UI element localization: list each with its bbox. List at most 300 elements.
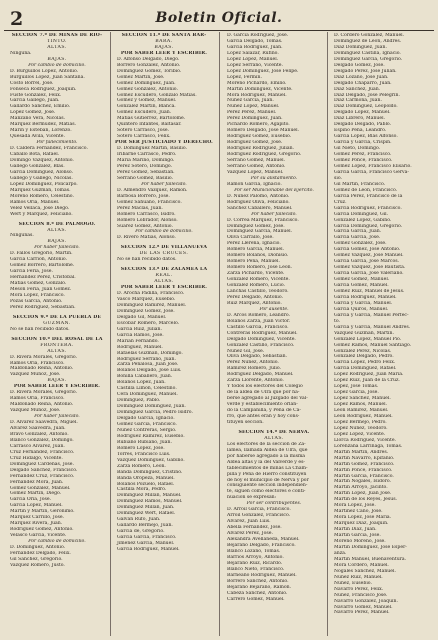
elector-entry: Gonzalez Lopez, Manuel Pío. [334, 336, 402, 342]
elector-entry: Domingo Vazquez, Antonio. [10, 158, 74, 164]
elector-entry: Garcia Quiros, Manuel. [334, 306, 389, 312]
elector-entry: Moreno Pichardo, Emilio. [227, 80, 287, 86]
elector-entry: Delgado Sanchez, Francisco. [10, 467, 78, 473]
text-column-1 [6, 33, 108, 633]
elector-entry: Ramos Oria, Francisco. [10, 360, 65, 366]
elector-entry: Aldea altas y la del Valverde y es- [227, 459, 305, 465]
elector-entry: Delgado Gil, Manuel. [117, 314, 167, 320]
elector-entry: Lopez Sanchez, Manuel. [334, 396, 391, 402]
elector-entry: D. Almendro Vazquez, Ramon. [117, 187, 188, 193]
section-heading: SECCION 10.ª DEL ROSAL DE LA [11, 336, 103, 342]
elector-entry: Dominguez Castilla, Ignacio. [334, 50, 401, 56]
elector-entry: lamea, llamada Aldea de Ulra, que [227, 447, 308, 453]
elector-entry: Sanchez Caballero, Manuel. [227, 205, 293, 211]
elector-entry: Lopez Ramos, Manuel. [334, 402, 388, 408]
elector-entry: Zarza Llorente, Antonio. [227, 378, 284, 384]
elector-entry: Bolaños Lopez, Juan. [117, 380, 166, 386]
elector-entry: Garcia Dominguez, Rafael. [334, 366, 397, 372]
subheading: BAJAS. [47, 239, 67, 245]
category-note: Por haber fallecido. [251, 211, 297, 217]
elector-entry: Garcia Lopez, Blas Alfonso. [334, 134, 398, 140]
elector-entry: Perez Nuñez, Antonio. [227, 360, 279, 366]
subheading: ALTAS. [154, 279, 174, 285]
subheading: BAJAS. [154, 44, 174, 50]
page-title: Boletin Oficial. [155, 10, 283, 26]
elector-entry: Marquez Diaz, Joaquin. [334, 521, 389, 527]
elector-entry: anza. [334, 550, 347, 556]
elector-entry: D. Arcos Romero, Leandro. [227, 312, 291, 318]
elector-entry: Ningunas. [10, 233, 34, 239]
elector-entry: Mesón Feria, Juan Gomez. [10, 287, 72, 293]
elector-entry: D. Alvarez Saavedra, Miguel. [10, 420, 78, 426]
elector-entry: Vazquez Romero, Justo. [10, 562, 65, 568]
elector-entry: Zarza Peñalosa, Juan José. [117, 362, 179, 368]
elector-entry: Banda Dominguez, Cristino. [117, 469, 183, 475]
subheading: TINTO. [47, 38, 67, 44]
elector-entry: Garcia de, Gregorio. [117, 529, 165, 535]
elector-entry: Mora Cordero, Manuel. [334, 562, 389, 568]
elector-entry: Serrano Gomez, Antonio. [227, 163, 286, 169]
elector-entry: Burguillos Lopez, Juan Santana. [10, 74, 85, 80]
elector-entry: Nuñez Lopez, Manuel. [227, 104, 280, 110]
elector-entry: Perez Maclas, Juan. [117, 205, 163, 211]
elector-entry: Perez Sotero, Domingo. [117, 163, 173, 169]
elector-entry: D. Rivero Matias, Alonso. [117, 235, 176, 241]
elector-entry: Diaz Dominguez, Juan. [334, 44, 387, 50]
elector-entry: Dominguez Garcia, Gregorio. [334, 56, 403, 62]
elector-entry: Garcia Lopez, Pedro Félix. [334, 360, 396, 366]
elector-entry: Castilla Mora, Pedro. [117, 487, 167, 493]
elector-entry: Rodriguez Gomez, Eusebio. [227, 134, 292, 140]
subheading: DE LAS CRUCES. [139, 251, 189, 257]
elector-entry: Gomez Martin, José. [117, 74, 165, 80]
elector-entry: Dominguez Ramirez, Manuel. [117, 302, 187, 308]
elector-entry: Borrero Gonzalez, Antonio. [117, 62, 181, 68]
elector-entry: Barrios Arroyo, Antonio. [227, 554, 284, 560]
elector-entry: Rodriguez Gomez, José. [227, 140, 283, 146]
elector-entry: Garcia y Garcia, Manuel. [334, 300, 393, 306]
elector-entry: Nuñez Gil, José. [227, 348, 265, 354]
elector-entry: Gomez Gonzalez, Manuel. [10, 485, 71, 491]
elector-entry: Bravo Gonzalez, Antonio. [10, 431, 69, 437]
elector-entry: Sotero Carrasco, Félix. [117, 134, 171, 140]
elector-entry: Dominguez Wert, Rafael. [117, 511, 176, 517]
elector-entry: Gonzalez Romero, Lucio. [227, 283, 285, 289]
elector-entry: Llorca Rodriguez, Vicente. [334, 437, 397, 443]
elector-entry: Garcia Delgado, Tomás. [227, 38, 283, 44]
section-heading: SECCION 14.ª DE NERVA. [238, 429, 310, 435]
elector-entry: Bolaños Zarza, Juan Victor. [227, 318, 291, 324]
elector-entry: Romero Garcia, Manuel. [227, 247, 285, 253]
elector-entry: verde y establecimiento orlan- [227, 402, 298, 408]
section-heading: SECCION 7.ª DE MINAS DE RIO- [11, 33, 103, 38]
elector-entry: Gomez Garcia, Francisco. [117, 422, 177, 427]
elector-entry: sio. [334, 175, 342, 181]
elector-entry: Gomez Ponce, Francisco. [334, 158, 393, 164]
elector-entry: Bejarano Delgado, Francisco. [227, 543, 296, 549]
elector-entry: Garcia Rodriguez, Manuel. [117, 547, 180, 553]
elector-entry: Rodriguez Serrano, Juan. [117, 356, 176, 362]
section-heading: POR SER JUSTICIADO Y DERECHO. [115, 140, 213, 146]
elector-entry: Romero Delgado, José Manuel. [227, 128, 300, 134]
elector-entry: Romero Carrasco, Isidro. [117, 211, 176, 217]
elector-entry: Garcia Gomez, Manuel. [334, 283, 389, 289]
elector-entry: Dominguez Gomez, José. [227, 223, 285, 229]
elector-entry: D. Garcia Rodriguez, José. [227, 33, 289, 38]
elector-entry: Carrasco Alvarez, Juan. [10, 443, 65, 449]
elector-entry: Blanco Lozano, Tomás. [227, 548, 281, 554]
elector-entry: Rafaelas Guzman, Domingo. [117, 350, 183, 356]
section-heading: SECCION 12.ª DE VILLANUEVA [120, 245, 208, 251]
elector-entry: Banda Oropeza, Manuel. [117, 475, 175, 481]
elector-entry: Alvarez, Juan Luis. [227, 519, 271, 525]
elector-entry: Navarro Perez, Manuel. [334, 610, 390, 616]
elector-entry: D. Arocha Padilla, Francisco. [117, 291, 185, 297]
section-heading: SECCION 11.ª DE SANTA BAR- [121, 33, 207, 38]
elector-entry: Martin Arroyo, Jacinto. [334, 485, 388, 491]
elector-entry: Navarro Gomez, Manuel. [334, 604, 393, 610]
elector-entry: Dominguez Ramos, Manuel. [117, 499, 183, 505]
elector-entry: Lopez Rodriguez, Juan Maria. [334, 372, 404, 378]
elector-entry: Perez Delgado, Antonio. [227, 294, 284, 300]
elector-entry: Gomez Gonzalez, Antonio. [117, 86, 178, 92]
elector-entry: Garcia Ramos, José. [117, 332, 164, 338]
elector-entry: Contreras Rodriguez, Manuel. [227, 330, 298, 336]
elector-entry: tituyen seccion. [227, 419, 264, 425]
elector-entry: Rubiano Rubiano, Juan. [117, 439, 172, 445]
elector-entry: Garcia Rodriguez, Francisco. [334, 205, 402, 211]
elector-entry: Romero Romero, José Leon. [227, 265, 292, 271]
elector-entry: Nuñez, Francisco José. [334, 592, 388, 598]
elector-entry: Gomez Borrero, Bartolomé. [10, 263, 75, 269]
elector-entry: Dominguez Gomez, José. [117, 308, 175, 314]
category-note: Por ausente. [259, 306, 289, 312]
elector-entry: Ramon Garcia, Ignacio. [227, 181, 282, 187]
elector-entry: García Carrion, Antonio. [10, 257, 68, 263]
category-note: Por ser contribuyentes. [246, 501, 302, 507]
section-heading: POR SABER LEER Y ESCRIBIR. [120, 285, 208, 291]
elector-entry: Nuñez, Eusebio. [334, 580, 372, 586]
elector-entry: Gomez Ramos, Manuel Santiago. [334, 342, 412, 348]
elector-entry: Vazquez Muñoz, José. [10, 408, 61, 414]
subheading: BAJAS. [47, 378, 67, 384]
elector-entry: Castillo Garcia, Francisco. [227, 324, 289, 330]
elector-entry: Caballo Bota, Rafael. [10, 152, 60, 158]
elector-entry: D. Dominguez Martín, Basilio. [117, 146, 188, 152]
elector-entry: Gomez Sahuano, Francisco. [117, 199, 182, 205]
elector-entry: Rodriguez Gomez, Antonio. [10, 527, 74, 533]
elector-entry: Lopez, Fermin. [227, 74, 262, 80]
category-note: Por cambio de domicilio. [28, 62, 86, 68]
elector-entry: Delgado Lopez, Manuel. [334, 110, 391, 116]
elector-entry: de la aldea de Ulra que por ha- [227, 390, 300, 396]
elector-entry: nuacion se expresan: [227, 495, 277, 501]
category-note: Por haber fallecido. [34, 245, 80, 251]
elector-entry: Diaz Lozano, José Juan. [334, 74, 389, 80]
elector-entry: García Feria, José. [10, 269, 53, 275]
elector-entry: Velez Vellaca, José Diego. [10, 205, 70, 211]
elector-entry: Escobar Romero, Marcelo. [117, 320, 180, 326]
column-divider [327, 32, 328, 636]
elector-entry: Costo Borrel, José. [10, 80, 54, 86]
elector-entry: Matias Gomez, Gonzalo. [10, 281, 67, 287]
elector-entry: Alvarez Perez, José. [227, 531, 273, 537]
elector-entry: D. Nuñez Palomo, Antonio. [227, 193, 290, 199]
elector-entry: Gomez Ruiz, Manuel de Jesus. [334, 288, 405, 294]
elector-entry: Quesada Avila, Vicente. [10, 134, 65, 140]
elector-entry: Suarez Gomez, Antonio. [117, 223, 173, 229]
elector-entry: Delgado Garcia, Ignacio. [117, 416, 175, 422]
elector-entry: Pozas Garcia, Antonio. [10, 298, 63, 304]
elector-entry: Gonzalez Romero, Vicente. [227, 277, 290, 283]
elector-entry: Rodriguez, Manuel. [117, 344, 163, 350]
elector-entry: Lopez Lopez, Vicente. [334, 431, 386, 437]
elector-entry: Abella Fernandez, José. [227, 525, 282, 531]
elector-entry: Garcia Rodriguez, Manuel. [334, 294, 397, 300]
elector-entry: Lopez Dominguez, José Felipe. [227, 68, 299, 74]
elector-entry: Gomez y Gomez, Manuel. [117, 98, 177, 104]
elector-entry: Torres, Francisco Luis. [117, 451, 171, 457]
category-note: Por fallecimiento. [36, 140, 78, 146]
elector-entry: Los electores de la seccion de Za- [227, 441, 306, 447]
elector-entry: Fernandez Delgado, Felix. [10, 551, 71, 557]
elector-entry: Rodriguez Oliva, Feliciano. [227, 199, 290, 205]
elector-entry: Martin Garcia, Francisco. [334, 473, 394, 479]
category-note: Por cambio de domicilio. [135, 229, 193, 235]
elector-entry: Gomez Lopez, Francisco Elisario. [334, 163, 412, 169]
elector-entry: Garcia Dominguez, Gregorio. [334, 223, 403, 229]
elector-entry: Fuste Gonzalez, Felix. [10, 92, 62, 98]
elector-entry: Garcia Oria, José. [10, 497, 52, 503]
elector-entry: Martin Martin, Andrés. [334, 449, 389, 455]
elector-entry: Martin de los Reyes, Jesús. [334, 497, 398, 503]
elector-entry: Gil Martin, Francisco. [334, 181, 386, 187]
elector-entry: Castilla Limon, Celestino. [117, 386, 177, 392]
subheading: FRONTERA. [40, 342, 74, 348]
elector-entry: Gomez Vazquez, José Bautista. [334, 265, 406, 271]
elector-entry: Garcia Dominguez, Gil. [334, 211, 389, 217]
elector-entry: Iribarne Carrasco, Pedro. [117, 152, 177, 158]
elector-entry: Jimenez Garcia, Manuel. [117, 541, 175, 547]
elector-entry: Maldonado Reina, Antonio. [10, 366, 74, 372]
elector-entry: D. Correa Marquez, Francisco. [227, 217, 299, 223]
elector-entry: Rodriguez Ramirez, Eusebio. [117, 433, 185, 439]
elector-entry: D. Caldera Fernandez, Francisco. [10, 146, 88, 152]
elector-entry: Delgado Chaparro, Juan. [334, 80, 392, 86]
elector-entry: Dominguez Millan, Juan. [117, 505, 175, 511]
section-heading: SECCION 9.ª DE LA PUEBLA DE [12, 314, 102, 320]
elector-entry: Ninguna. [10, 50, 32, 56]
subheading: ALTAS. [47, 227, 67, 233]
elector-entry: Garcia Garcia, Juan. [334, 229, 382, 235]
elector-entry: Ramos Oria, Manuel. [10, 199, 60, 205]
elector-entry: Garcia Garcia, José. [334, 235, 381, 241]
elector-entry: Lopez Salazar, Rufino. [227, 50, 279, 56]
elector-entry: D. Burguillos Lopez, Antonio. [10, 68, 79, 74]
section-heading: SECCION 8.ª DE PALMOGO. [18, 221, 96, 227]
subheading: GUZMAN. [43, 320, 71, 326]
elector-entry: Garcia Gomez, José Antonio. [334, 247, 401, 253]
elector-entry: Martin Lopez, Juan José. [334, 491, 392, 497]
category-note: Por haber fallecido. [34, 414, 80, 420]
elector-entry: Dominguez Garcia, Pedro Isidro. [117, 410, 193, 416]
elector-entry: Hernandez Perez, Cristóbal. [10, 275, 76, 281]
elector-entry: Marquez Guzman, Tomás. [10, 187, 71, 193]
elector-entry: do la Campanilla, y Peña de Ca- [227, 408, 301, 414]
elector-entry: Wert y Marquez, Feliciano. [10, 211, 73, 217]
page-number: 2 [10, 8, 24, 30]
elector-entry: Dominguez Cardenas, José. [10, 461, 74, 467]
elector-entry: Vazquez Muñoz, José. [10, 372, 61, 378]
category-note: Por haber fallecido. [141, 181, 187, 187]
elector-entry: D. Rivera Morales, Gregorio. [10, 354, 78, 360]
elector-entry: Romero Lobrador, Alonso. [117, 217, 178, 223]
elector-entry: Bolaños Pozuelo, Rafael. [117, 481, 175, 487]
elector-entry: Blanco Nieto, Francisco. [227, 566, 285, 572]
elector-entry: Martin Ponce, Francisco. [334, 467, 393, 473]
elector-entry: Borrero Sanchez, Antonio. [227, 578, 289, 584]
elector-entry: Galvan Rufo, Juan. [117, 517, 161, 523]
elector-entry: Romero Lopez, José. [117, 445, 165, 451]
elector-entry: Dominguez, Pablo. [117, 398, 161, 404]
elector-entry: Cruz. [334, 199, 347, 205]
elector-entry: Cera Dominguez, Manuel. [117, 392, 178, 398]
subheading: BAJAS. [47, 56, 67, 62]
elector-entry: Rodriguez Rodriguez, Gregorio. [227, 152, 302, 158]
elector-entry: Martin Nogales, Isidoro. [334, 479, 391, 485]
elector-entry: Manzano Vera, Nicolás. [10, 116, 66, 122]
elector-entry: Gil Sanchez, Gregorio. [10, 556, 63, 562]
elector-entry: te, siguen como electores é conti- [227, 489, 306, 495]
elector-entry: to. [334, 318, 340, 324]
elector-entry: García Lopez, Manuel. [10, 503, 63, 509]
elector-entry: Gomez Perez, Francisco. [334, 152, 392, 158]
elector-entry: Gomez de Leon, Francisco. [334, 187, 398, 193]
elector-entry: García Dominguez, Alonso. [10, 169, 74, 175]
elector-entry: berse agregado al Juzgado del Val- [227, 396, 308, 402]
elector-entry: Perez Dominguez, Juan. [227, 116, 283, 122]
subheading: ALTAS. [47, 44, 67, 50]
subheading: REAL. [155, 273, 173, 279]
elector-entry: Perez Gomez, Sebastian. [117, 169, 175, 175]
text-column-2 [113, 33, 215, 633]
elector-entry: Gomez Gomez, Manuel. [334, 277, 390, 283]
elector-entry: D. Alfonso Delgado, Diego. [117, 56, 180, 62]
elector-entry: Garcia Garcia, Francisco. [117, 535, 177, 541]
section-heading: POR SABER LEER Y ESCRIBIR. [13, 384, 101, 390]
elector-entry: Marian Fernando. [117, 338, 159, 344]
elector-entry: Gonzalez Delgado, Pedro. [334, 354, 394, 360]
elector-entry: pilla y Peña de Hierro constituyen [227, 471, 307, 477]
elector-entry: Martin Gomez, Francisco. [334, 461, 395, 467]
elector-entry: Oliva Delgado, Sebastian. [227, 354, 288, 360]
elector-entry: Gallardo Bermejo, Juan. [117, 523, 173, 529]
elector-entry: Zarza Pichardo, Vicente. [227, 271, 285, 277]
elector-entry: Marquez Rivera, Juan. [10, 521, 63, 527]
elector-entry: Nuñez Ruiz, Manuel. [334, 574, 383, 580]
elector-entry: Marquez Carrillo, José. [10, 515, 65, 521]
elector-entry: Leon Rodriguez, Manuel. [334, 414, 393, 419]
elector-entry: Moreno Romero, Celestino. [10, 193, 74, 199]
elector-entry: D. Rivera Morales, Gregorio. [10, 390, 78, 396]
category-note: Por ser Municionable del Ejército. [234, 187, 314, 193]
elector-entry: Quintero Infantes, Baltasar. [117, 122, 182, 128]
elector-entry: Pichardo Romero, Agapito. [227, 122, 290, 128]
elector-entry: García Gallego, Juan. [10, 98, 60, 104]
subheading: ALTAS. [47, 348, 67, 354]
elector-entry: Vazquez Dominguez, Gabino. [117, 457, 185, 463]
elector-entry: Martinez Caño, José. [334, 509, 383, 515]
elector-entry: Lopez Nuñez, Teodoro. [334, 425, 388, 431]
elector-entry: Gonzalez Lopez, Gabino. [334, 217, 392, 223]
elector-entry: Garcia Garcia, José Marcos. [334, 259, 400, 265]
elector-entry: Diaz Librero, Manuel. [334, 116, 386, 122]
elector-entry: tablecimientos de minas La Cham- [227, 465, 308, 471]
elector-entry: Garcia y Garcia, Manuel Andrés. [334, 324, 411, 330]
elector-entry: Arroil Gonzalez, Francisco. [227, 513, 291, 519]
elector-entry: Lorenzana Larrinaga, Tomás. [334, 443, 403, 449]
page-header [4, 8, 434, 31]
elector-entry: Gomez Vazquez, José Manuel. [334, 253, 404, 259]
elector-entry: Mora Lopez, José Maria. [334, 515, 392, 521]
elector-entry: Gil Nieto, Domingo. [334, 146, 381, 152]
elector-entry: Gallego Gonzalez, Blas. [10, 163, 65, 169]
elector-entry: Garcia y Garcia, Manuel Perfec- [334, 312, 409, 318]
elector-entry: Perez Rodriguez, Sebastian. [10, 304, 76, 310]
elector-entry: Ramos Oria, Francisco. [10, 396, 65, 402]
elector-entry: Serrano Gomez, Manuel. [227, 158, 286, 164]
elector-entry: Dominguez de Leon, Andrés. [334, 38, 402, 44]
elector-entry: No se han recibido datos. [10, 326, 70, 332]
elector-entry: Martin Dominguez, José Esper- [334, 544, 407, 550]
elector-entry: de hoy el municipio de Nerva y por [227, 477, 309, 483]
elector-entry: Lopez, José Tomás. [334, 384, 379, 390]
elector-entry: Martin Diaz, Juan. [334, 527, 377, 533]
elector-entry: Gonzalez Castillo, Francisco. [227, 342, 295, 348]
elector-entry: Diaz Dominguez, Leopoldo. [334, 104, 398, 110]
elector-entry: Garcia Garcia, José Valeriano. [334, 271, 404, 277]
elector-entry: Martin Manuel, Buenaventura. [334, 556, 407, 562]
elector-entry: Delgado Perez, José Julian. [334, 68, 397, 74]
elector-entry: Gomez Dominguez, Juan. [117, 80, 176, 86]
elector-entry: Romero Peña, Manuel. [227, 259, 280, 265]
elector-entry: Mora Lopez, José. [334, 503, 376, 509]
elector-entry: Gallego y Gallego, Nicolás. [10, 175, 73, 181]
elector-entry: Lanchas Castillo, Teodoro. [227, 288, 289, 294]
elector-entry: Lopez Garcia, José. [334, 390, 379, 396]
elector-entry: Zarza Romero, León. [117, 463, 166, 469]
elector-entry: Fonseca Rodriguez, Joaquin. [10, 86, 77, 92]
elector-entry: D. Cordero Gonzalez, Manuel. [334, 33, 405, 38]
elector-entry: Dominguez Garcia, Manuel. [227, 229, 293, 235]
elector-entry: Perez Perez, Manuel. [227, 110, 277, 116]
elector-entry: Rodriguez Rodriguez, Julian. [227, 146, 295, 152]
elector-entry: Gomez Gonzalez, José. [334, 241, 387, 247]
subheading: BARA. [155, 38, 173, 44]
elector-entry: Delgado Gomez, José. [334, 62, 385, 68]
category-note: Por su alistamiento. [250, 175, 298, 181]
elector-entry: Diaz Carmona, Juan. [334, 98, 382, 104]
elector-entry: Barbosa Borrero, José. [117, 193, 170, 199]
elector-entry: Gonzalez Martin, Blanca. [117, 104, 176, 110]
elector-entry: Nogales Sanchez, Manuel. [334, 568, 396, 574]
elector-entry: Maria Marino, Domingo. [117, 158, 175, 164]
elector-entry: Garcia Perez, Francisco de la [334, 193, 403, 199]
elector-entry: D. Arroil Garcia, Francisco. [227, 507, 291, 513]
elector-entry: Alexandra Avellaneda, Manuel. [227, 537, 300, 543]
elector-entry: Navarro Gonzalez, Joaquin. [334, 598, 398, 604]
elector-entry: Blanco Gonzalez, Domingo. [10, 437, 74, 443]
